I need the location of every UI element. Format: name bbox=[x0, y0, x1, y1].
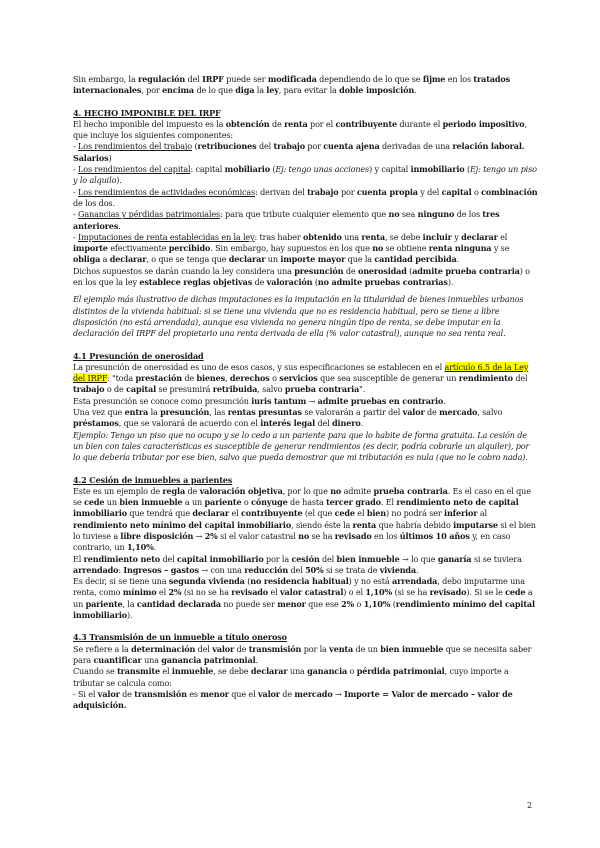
section-title-4: 4. HECHO IMPONIBLE DEL IRPF bbox=[73, 107, 221, 118]
s41-example: Ejemplo: Tengo un piso que no ocupo y se lo cedo a un pariente para que lo habite de forma gratuita. La cesión de un bien con tales características es susceptible de generar rendimientos (es decir, podría cobrarle un alquiler), por lo que debería tributar por ese bien, salvo que pueda demostrar que mi tributación es nula (que no le cobro nada). bbox=[73, 429, 530, 463]
s4-item-imputaciones: - Imputaciones de renta establecidas en la ley: tras haber obtenido una renta, se debe incluir y declarar el importe efectivamente percibido. Sin embargo, hay supuestos en los que no se obtiene renta ninguna y se obliga a declarar, o que se tenga que declarar un importe mayor que la cantidad percibida. bbox=[73, 231, 510, 265]
law-article-link[interactable]: artículo 6.5 de la Ley del IRPF bbox=[73, 361, 529, 384]
s4-item-trabajo: - Los rendimientos del trabajo (retribuciones del trabajo por cuenta ajena derivadas de una relación laboral. Salarios) bbox=[73, 141, 525, 163]
page-number: 2 bbox=[527, 801, 532, 810]
s41-paragraph-2: Esta presunción se conoce como presunción iuris tantum → admite pruebas en contrario. bbox=[73, 395, 446, 406]
s41-paragraph-3: Una vez que entra la presunción, las rentas presuntas se valorarán a partir del valor de mercado, salvo préstamos, que se valorará de acuerdo con el interés legal del dinero. bbox=[73, 407, 503, 429]
s42-paragraph-3: Es decir, si se tiene una segunda vivienda (no residencia habitual) y no está arrendada, debo imputarme una renta, como mínimo el 2% (si no se ha revisado el valor catastral) o el 1,10% (si se ha revisado). Si se le cede a un pariente, la cantidad declarada no puede ser menor que ese 2% o 1,10% (rendimiento mínimo del capital inmobiliario). bbox=[73, 576, 535, 621]
intro-paragraph: Sin embargo, la regulación del IRPF puede ser modificada dependiendo de lo que se fijme en los tratados internacionales, por encima de lo que diga la ley, para evitar la doble imposición. bbox=[73, 74, 511, 96]
s42-paragraph-1: Este es un ejemplo de regla de valoración objetiva, por lo que no admite prueba contraria. Es el caso en el que se cede un bien inmueble a un pariente o cónyuge de hasta tercer grado. El rendimiento neto de capital inmobiliario que tendrá que declarar el contribuyente (el que cede el bien) no podrá ser inferior al rendimiento neto mínimo del capital inmobiliario, siendo éste la renta que habría debido imputarse si el bien lo tuviese a libre disposición → 2% si el valor catastral no se ha revisado en los últimos 10 años y, en caso contrario, un 1,10%. bbox=[73, 485, 536, 553]
section-title-4-3: 4.3 Transmisión de un inmueble a título oneroso bbox=[73, 632, 287, 643]
s4-supuestos: Dichos supuestos se darán cuando la ley considera una presunción de onerosidad (admite prueba contraria) o en los que la ley establece reglas objetivas de valoración (no admite pruebas contrarias). bbox=[73, 265, 530, 288]
s42-paragraph-2: El rendimiento neto del capital inmobiliario por la cesión del bien inmueble → lo que ganaría si se tuviera arrendado: Ingresos – gastos → con una reducción del 50% si se trata de vivienda. bbox=[73, 553, 522, 575]
s4-item-capital: - Los rendimientos del capital: capital mobiliario (Ej: tengo unas acciones) y capital inmobiliario (Ej: tengo un piso y lo alquilo). bbox=[73, 164, 537, 186]
section-title-4-2: 4.2 Cesión de inmuebles a parientes bbox=[73, 474, 233, 485]
s43-paragraph-1: Se refiere a la determinación del valor de transmisión por la venta de un bien inmueble que se necesita saber para cuantificar una ganancia patrimonial. bbox=[73, 643, 532, 665]
s41-paragraph-1: La presunción de onerosidad es uno de esos casos, y sus especificaciones se establecen en el artículo 6.5 de la Ley del IRPF: "toda prestación de bienes, derechos o servicios que sea susceptible de generar un rendimiento del trabajo o de capital se presumirá retribuida, salvo prueba contraria". bbox=[73, 361, 529, 395]
section-title-4-1: 4.1 Presunción de onerosidad bbox=[73, 350, 204, 361]
s4-intro: El hecho imponible del impuesto es la obtención de renta por el contribuyente durante el periodo impositivo, que incluye los siguientes componentes: bbox=[73, 118, 527, 141]
s43-paragraph-3: - Si el valor de transmisión es menor que el valor de mercado → Importe = Valor de mercado – valor de adquisición. bbox=[73, 688, 513, 711]
s4-item-ganancias: - Ganancias y pérdidas patrimoniales: para que tribute cualquier elemento que no sea ninguno de los tres anteriores. bbox=[73, 209, 500, 231]
s4-item-actividades: - Los rendimientos de actividades económicas: derivan del trabajo por cuenta propia y del capital o combinación de los dos. bbox=[73, 186, 538, 208]
s4-example: El ejemplo más ilustrativo de dichas imputaciones es la imputación en la titularidad de bienes inmuebles urbanos distintos de la vivienda habitual: si se tiene una vivienda que no es residencia habitual, pero se tiene a libre disposición (no está arrendada), aunque esa vivienda no genera ningún tipo de renta, se debe imputar en la declaración del IRPF del propietario una renta derivada de ella (% valor catastral), aunque no sea renta real. bbox=[73, 294, 524, 339]
s43-paragraph-2: Cuando se transmite el inmueble, se debe declarar una ganancia o pérdida patrimonial, cuyo importe a tributar se calcula como: bbox=[73, 666, 509, 688]
